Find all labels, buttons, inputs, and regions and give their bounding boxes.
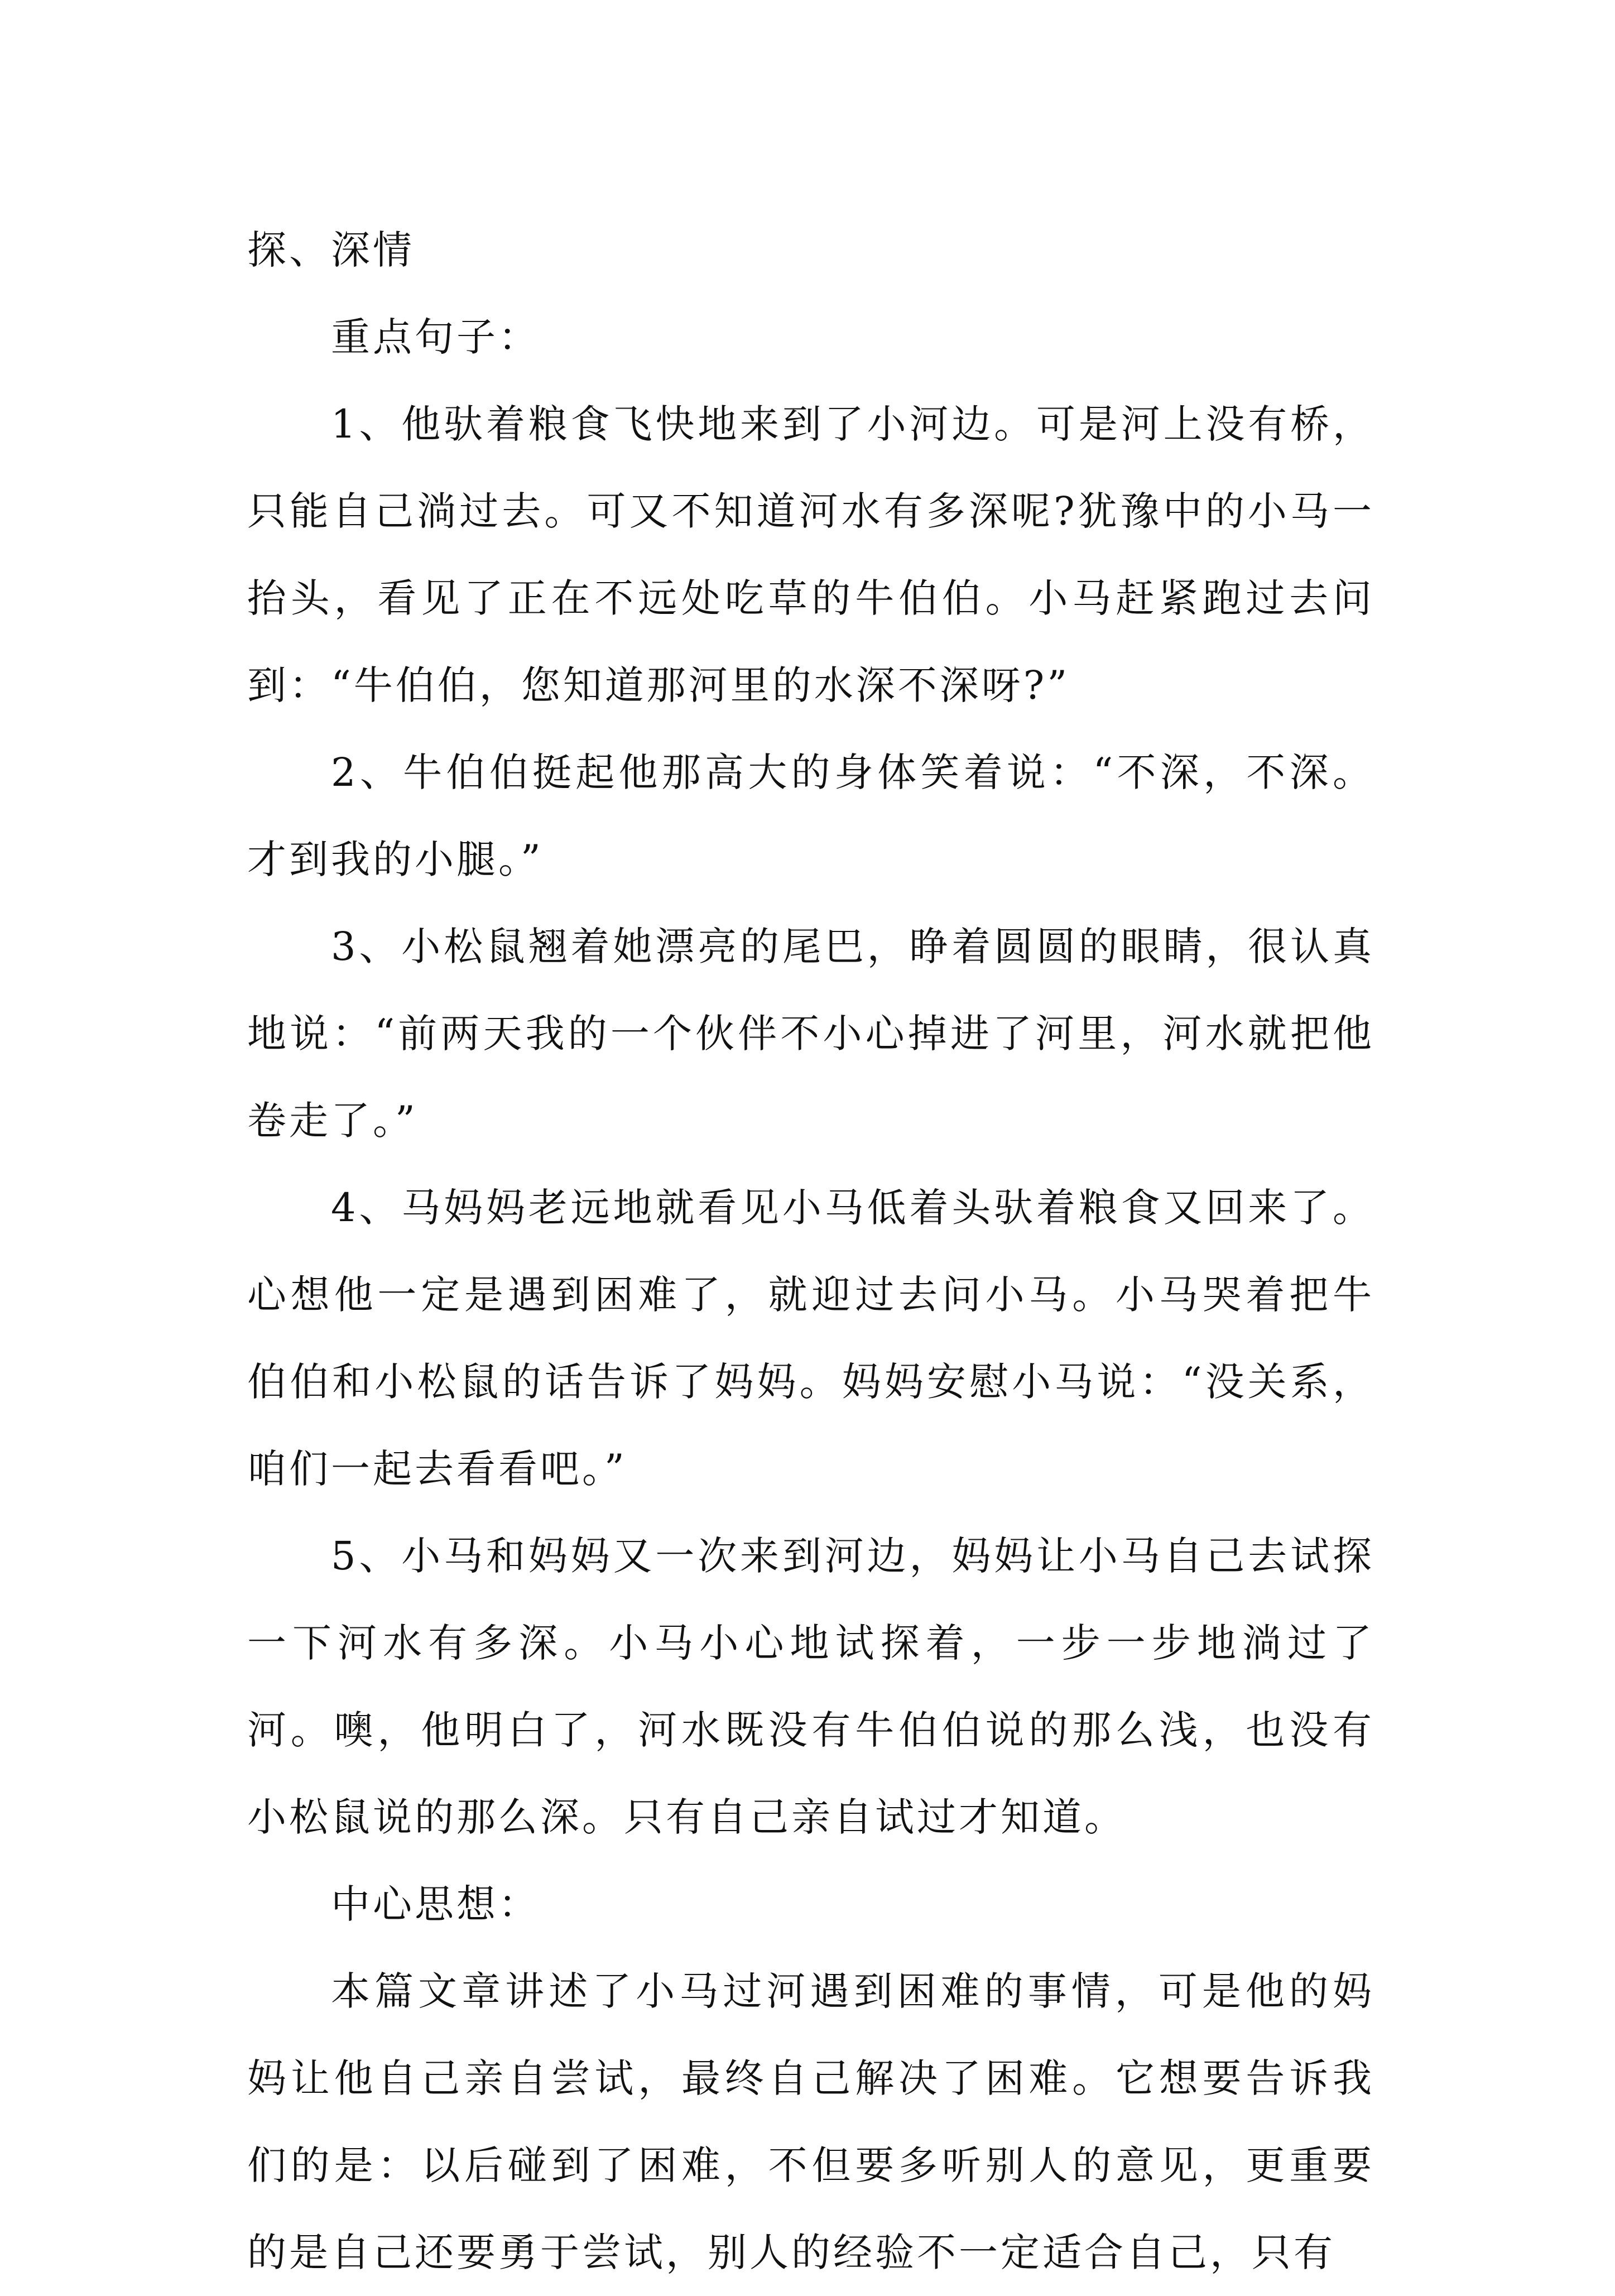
key-sentence-4: 4、马妈妈老远地就看见小马低着头驮着粮食又回来了。心想他一定是遇到困难了，就迎过去问小马。小马哭着把牛伯伯和小松鼠的话告诉了妈妈。妈妈安慰小马说：“没关系，咱们一起去看看吧。” <box>247 1185 1374 1492</box>
paragraph-continuation: 探、深情 <box>247 227 415 273</box>
key-sentence-3: 3、小松鼠翘着她漂亮的尾巴，睁着圆圆的眼睛，很认真地说：“前两天我的一个伙伴不小心掉进了河里，河水就把他卷走了。” <box>247 924 1374 1144</box>
document-body <box>247 206 1374 2296</box>
central-idea-paragraph: 本篇文章讲述了小马过河遇到困难的事情，可是他的妈妈让他自己亲自尝试，最终自己解决了困难。它想要告诉我们的是：以后碰到了困难，不但要多听别人的意见，更重要的是自己还要勇于尝试，别人的经验不一定适合自己，只有 <box>247 1968 1374 2275</box>
key-sentence-5: 5、小马和妈妈又一次来到河边，妈妈让小马自己去试探一下河水有多深。小马小心地试探着，一步一步地淌过了河。噢，他明白了，河水既没有牛伯伯说的那么浅，也没有小松鼠说的那么深。只有自己亲自试过才知道。 <box>247 1533 1374 1840</box>
key-sentence-2: 2、牛伯伯挺起他那高大的身体笑着说：“不深，不深。才到我的小腿。” <box>247 750 1374 882</box>
key-sentence-1: 1、他驮着粮食飞快地来到了小河边。可是河上没有桥，只能自己淌过去。可又不知道河水有多深呢?犹豫中的小马一抬头，看见了正在不远处吃草的牛伯伯。小马赶紧跑过去问到：“牛伯伯，您知道那河里的水深不深呀?” <box>247 401 1374 708</box>
central-idea-heading: 中心思想： <box>331 1881 540 1927</box>
key-sentences-heading: 重点句子： <box>331 314 540 360</box>
